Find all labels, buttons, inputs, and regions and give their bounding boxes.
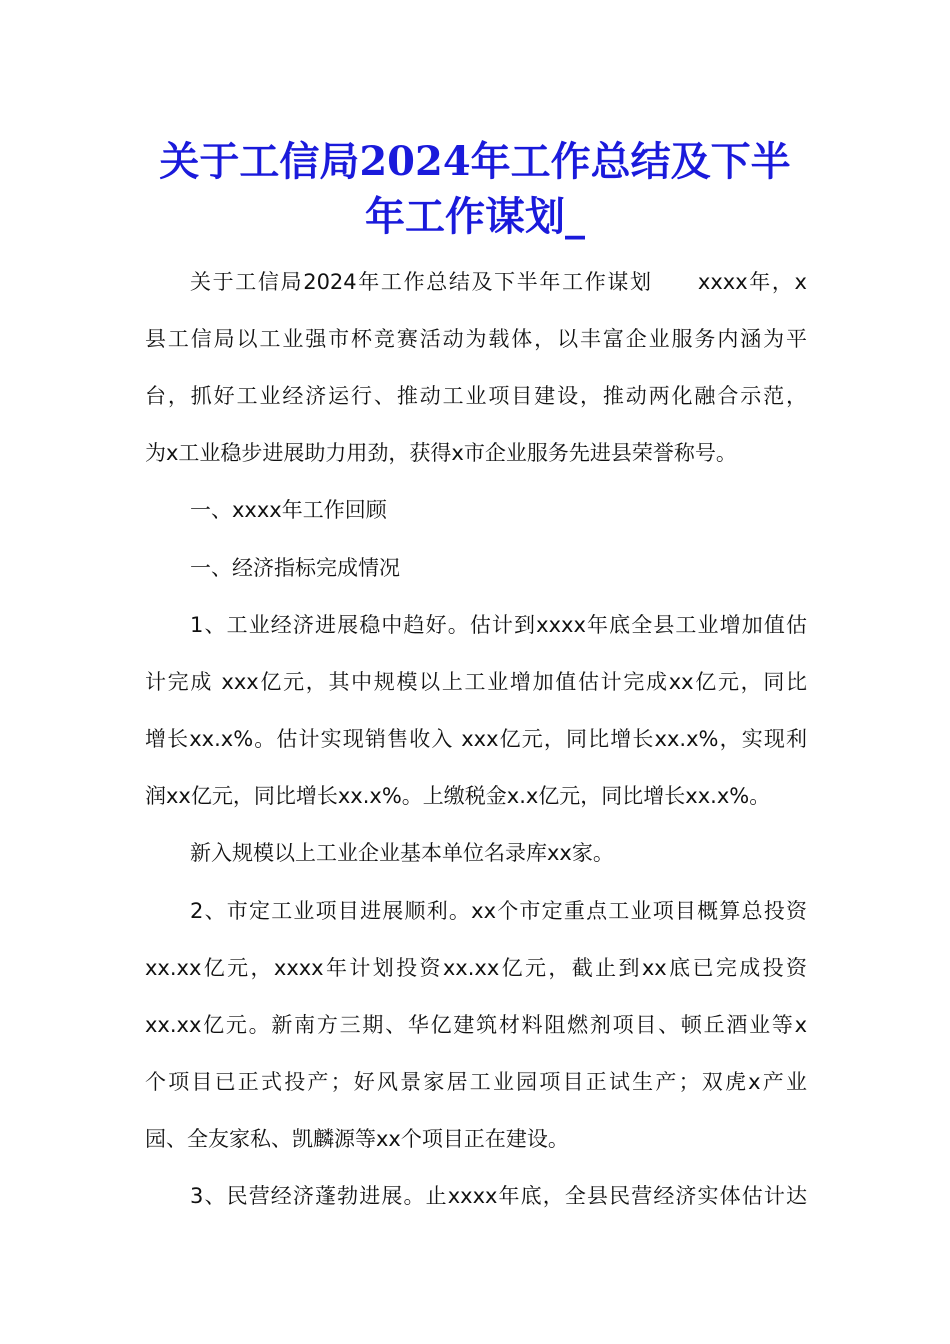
paragraph-line: xx.xx亿元。新南方三期、华亿建筑材料阻燃剂项目、顿丘酒业等x <box>145 1013 807 1037</box>
paragraph-line: 增长xx.x%。估计实现销售收入 xxx亿元，同比增长xx.x%，实现利 <box>145 727 807 751</box>
paragraph-line: 1、工业经济进展稳中趋好。估计到xxxx年底全县工业增加值估 <box>190 613 807 637</box>
paragraph-line: xx.xx亿元，xxxx年计划投资xx.xx亿元，截止到xx底已完成投资 <box>145 956 807 980</box>
paragraph-line: 新入规模以上工业企业基本单位名录库xx家。 <box>190 841 614 865</box>
paragraph-line: 2、市定工业项目进展顺利。xx个市定重点工业项目概算总投资 <box>190 899 807 923</box>
paragraph-line: 台，抓好工业经济运行、推动工业项目建设，推动两化融合示范， <box>145 384 807 408</box>
paragraph-line: 个项目已正式投产；好风景家居工业园项目正试生产；双虎x产业 <box>145 1070 807 1094</box>
section-heading: 一、xxxx年工作回顾 <box>190 498 387 522</box>
paragraph-line: 计完成 xxx亿元，其中规模以上工业增加值估计完成xx亿元，同比 <box>145 670 807 694</box>
paragraph-line: 园、全友家私、凯麟源等xx个项目正在建设。 <box>145 1127 569 1151</box>
paragraph-line: 关于工信局2024年工作总结及下半年工作谋划 xxxx年，x <box>190 270 807 294</box>
paragraph-line: 为x工业稳步进展助力用劲，获得x市企业服务先进县荣誉称号。 <box>145 441 737 465</box>
paragraph-line: 润xx亿元，同比增长xx.x%。上缴税金x.x亿元，同比增长xx.x%。 <box>145 784 771 808</box>
document-title-line-2: 年工作谋划_ <box>365 193 585 240</box>
document-title-line-1: 关于工信局2024年工作总结及下半 <box>159 138 791 185</box>
subsection-heading: 一、经济指标完成情况 <box>190 556 400 580</box>
paragraph-line: 县工信局以工业强市杯竞赛活动为载体，以丰富企业服务内涵为平 <box>145 327 807 351</box>
paragraph-line: 3、民营经济蓬勃进展。止xxxx年底，全县民营经济实体估计达 <box>190 1184 807 1208</box>
